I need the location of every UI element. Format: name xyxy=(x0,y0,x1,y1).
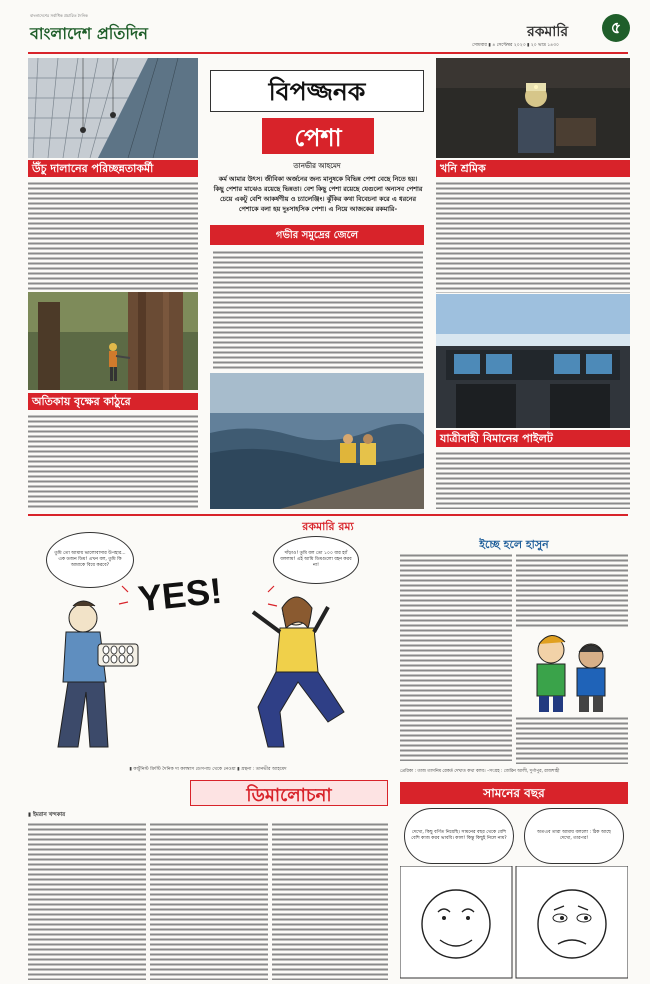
comic-bubble-left: দেখো, কিছু বর্ণিত নিয়েছি। সামনের বছর থেকে বেশি বেশি কাজ করব ভাববি। কাল! কিন্তু কিছুই নিলে নাম? xyxy=(404,808,514,864)
window-cleaner-body xyxy=(28,181,198,291)
speech-bubble-left: তুমি তো আমায় ভালোবাসার উপহার... এক ডজন ডিম! এখন বল, তুমি কি আমাকে বিয়ে করবে? xyxy=(46,532,134,588)
date-line: সোমবার ▮ ৪ সেপ্টেম্বর ২০২৩ ▮ ২০ ভাদ্র ১৪৩০ xyxy=(472,43,559,48)
cockpit-photo xyxy=(436,294,630,428)
critique-body-1 xyxy=(28,822,146,980)
logo-tagline: বাংলাদেশের সর্বাধিক প্রচারিত দৈনিক xyxy=(30,13,88,18)
logger-heading: অতিকায় বৃক্ষের কাঠুরে xyxy=(28,393,198,410)
laugh-body-left xyxy=(400,553,512,761)
laugh-body-right xyxy=(516,553,628,627)
critique-title: ডিমালোচনা xyxy=(246,785,332,806)
feature-title-line2: পেশা xyxy=(294,124,342,152)
cartoon xyxy=(28,532,388,762)
laugh-title-text: ইচ্ছে হলে হাসুন xyxy=(479,538,549,551)
window-cleaner-photo xyxy=(28,58,198,158)
comic-bubble-right: অতএব তারা আমায় বললো : ঠিক আছে দেখো, তারপর! xyxy=(524,808,624,864)
laugh-body-right-2 xyxy=(516,716,628,764)
humor-section-title: রকমারি রম্য xyxy=(302,520,354,533)
laugh-title xyxy=(400,533,628,555)
next-year-title: সামনের বছর xyxy=(483,786,545,800)
comic-faces xyxy=(400,866,628,980)
pilot-heading: যাত্রীবাহী বিমানের পাইলট xyxy=(436,430,630,447)
logo: বাংলাদেশ প্রতিদিন xyxy=(30,24,148,43)
cartoon-drawing xyxy=(28,532,388,762)
laugh-credit: প্রেরিকা : তাজ তাসনিম রেকর্ড দেখাত কথা বলব। –সংগ্রহ : জেরিন আলী, দুর্গাপুর, রাজশাহী xyxy=(400,769,560,774)
miner-body xyxy=(436,181,630,293)
fisherman-body xyxy=(213,250,423,370)
feature-title: বিপজ্জনক xyxy=(268,77,366,106)
fisherman-photo xyxy=(210,373,424,509)
logger-photo xyxy=(28,292,198,390)
feature-intro: কর্ম আমার উৎস। জীবিকা অর্জনের জন্য মানুষকে বিভিন্ন পেশা বেছে নিতে হয়। কিছু পেশার মাঝেও রয়েছে ভিন্নতা। বেশ কিছু পেশা রয়েছে যেগুলো অন্যসব পেশার চেয়ে একটু বেশি আকর্ষণীয় ও চ্যালেঞ্জিং। ঝুঁকির কথা বিবেচনা করে এ ধরনের পেশাকে বলা হয় দুঃসাহসিক পেশা। এ নিয়ে আজকের রকমারি- xyxy=(213,175,423,213)
critique-body-3 xyxy=(272,822,388,980)
page-number: ৫ xyxy=(602,14,630,42)
cartoon-credit: ▮ কার্টুনিস্ট ক্রিস্টি দৈনিক দ্য কলম্বাস ডেসপাচ থেকে নেওয়া ▮ গ্রন্থনা : তানভীর আহমেদ xyxy=(129,767,287,772)
section-name: রকমারি xyxy=(527,24,569,40)
cartoon-yes-text: YES! xyxy=(136,569,224,620)
speech-bubble-right: দাঁড়াও! তুমি বল তো ১০০ বার হ্যাঁ বললাম! এই আমি ডিমগুলো বহন করব না! xyxy=(273,536,359,584)
pilot-body xyxy=(436,451,630,509)
critique-body-2 xyxy=(150,822,268,980)
miner-heading: খনি শ্রমিক xyxy=(436,160,630,177)
humor-divider xyxy=(28,514,628,516)
window-cleaner-heading: উঁচু দালানের পরিচ্ছন্নতাকর্মী xyxy=(28,160,198,177)
laugh-illustration xyxy=(515,628,627,714)
miner-photo xyxy=(436,58,630,158)
logger-body xyxy=(28,414,198,509)
masthead-rule xyxy=(28,52,628,54)
critique-author: ▮ ইমরান খন্দকার xyxy=(28,812,66,818)
feature-author: তানভীর আহমেদ xyxy=(293,162,341,170)
masthead xyxy=(22,10,634,50)
sub-heading: গভীর সমুদ্রের জেলে xyxy=(275,230,359,241)
